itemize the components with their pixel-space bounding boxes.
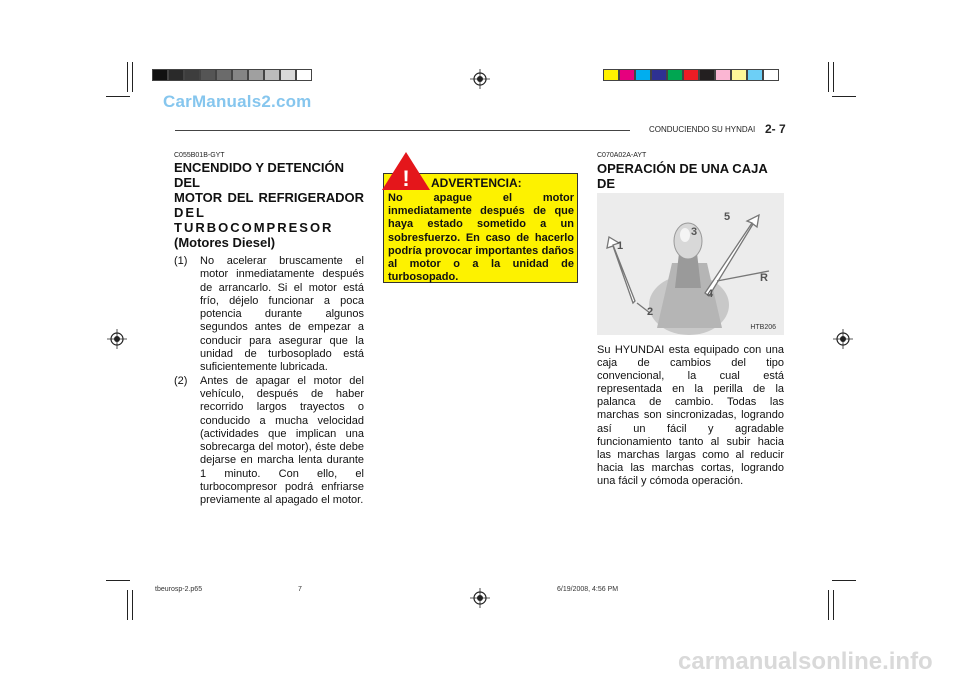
warning-title: ADVERTENCIA: [431,176,522,190]
watermark: CarManuals2.com [163,92,312,111]
color-swatch [619,69,635,81]
registration-mark-icon [470,588,490,608]
right-body-text: Su HYUNDAI esta equipado con una caja de cambios del tipo convencional, la cual está representada en la perilla de la palanca de cambio. Todas las marchas son sincronizadas, logrando así un fácil y agradable funcionamiento tanto al subir hacia las marchas largas como al reducir hacia las marchas cortas, logrando una fácil y cómoda operación. [597,344,784,487]
color-swatch [200,69,216,81]
color-swatch [667,69,683,81]
image-label: HTB206 [750,324,776,331]
gear-label: 3 [691,226,698,238]
warning-triangle-icon [380,150,432,192]
heading-line: ENCENDIDO Y DETENCIÓN DEL [174,160,344,190]
list-text: No acelerar bruscamente el motor inmediatamente después de arrancarlo. Si el motor está frío, déjelo funcionar a poca potencia durante algunos segundos antes de empezar a conducir para asegurar que la unidad de turbosoplado está suficientemente lubricada. [200,255,364,374]
color-swatch [152,69,168,81]
section-heading [174,160,364,250]
color-swatch [168,69,184,81]
gear-label: R [760,272,768,284]
section-code: C070A02A-AYT [597,152,647,159]
registration-mark-icon [833,329,853,349]
section-code: C055B01B-GYT [174,152,225,159]
footer-page: 7 [298,586,302,593]
footer-watermark: carmanualsonline.info [678,648,933,675]
list-text: Antes de apagar el motor del vehículo, después de haber recorrido largos trayectos o conducido a mucha velocidad (actividades que implican una sobrecarga del motor), éste debe dejarse en marcha lenta durante 1 minuto. Con ello, el turbocompresor podrá enfriarse previamente al apagado el motor. [200,374,364,507]
registration-mark-icon [470,69,490,89]
warning-symbol: ! [402,166,410,191]
left-column [174,152,364,508]
gear-label: 5 [724,211,731,223]
heading-line: MOTOR DEL REFRIGERADOR [174,190,364,205]
gear-label: 1 [617,240,624,252]
color-swatch [651,69,667,81]
footer-date: 6/19/2008, 4:56 PM [557,586,619,593]
list-number: (2) [174,374,188,387]
color-swatch [763,69,779,81]
color-swatch [635,69,651,81]
heading-line: DEL TURBOCOMPRESOR [174,205,334,235]
color-swatch [232,69,248,81]
color-swatch [264,69,280,81]
gearshift-illustration [597,193,784,335]
color-swatch [747,69,763,81]
page-number: 2- 7 [765,122,786,136]
header-rule [175,130,630,131]
color-swatch [603,69,619,81]
color-swatch [296,69,312,81]
color-swatch [683,69,699,81]
color-swatch [731,69,747,81]
list-number: (1) [174,255,188,267]
footer-file: tbeurosp-2.p65 [155,586,203,593]
heading-line: (Motores Diesel) [174,235,276,250]
gear-label: 4 [707,288,714,300]
color-swatch [715,69,731,81]
registration-mark-icon [107,329,127,349]
color-swatch [248,69,264,81]
color-swatch [699,69,715,81]
gearshift-pattern-image [597,193,784,335]
color-swatch [216,69,232,81]
list-item [174,375,364,508]
heading-line: OPERACIÓN DE UNA CAJA DE [597,161,768,191]
color-swatch [184,69,200,81]
gear-label: 2 [647,306,654,318]
section-title: CONDUCIENDO SU HYNDAI [649,125,756,134]
warning-text: No apague el motor inmediatamente después de que haya estado sometido a un sobresfuerzo. En caso de hacerlo podría provocar importantes daños al motor o a la unidad de turbosopado. [388,192,574,284]
color-swatch [280,69,296,81]
list-item [174,255,364,375]
